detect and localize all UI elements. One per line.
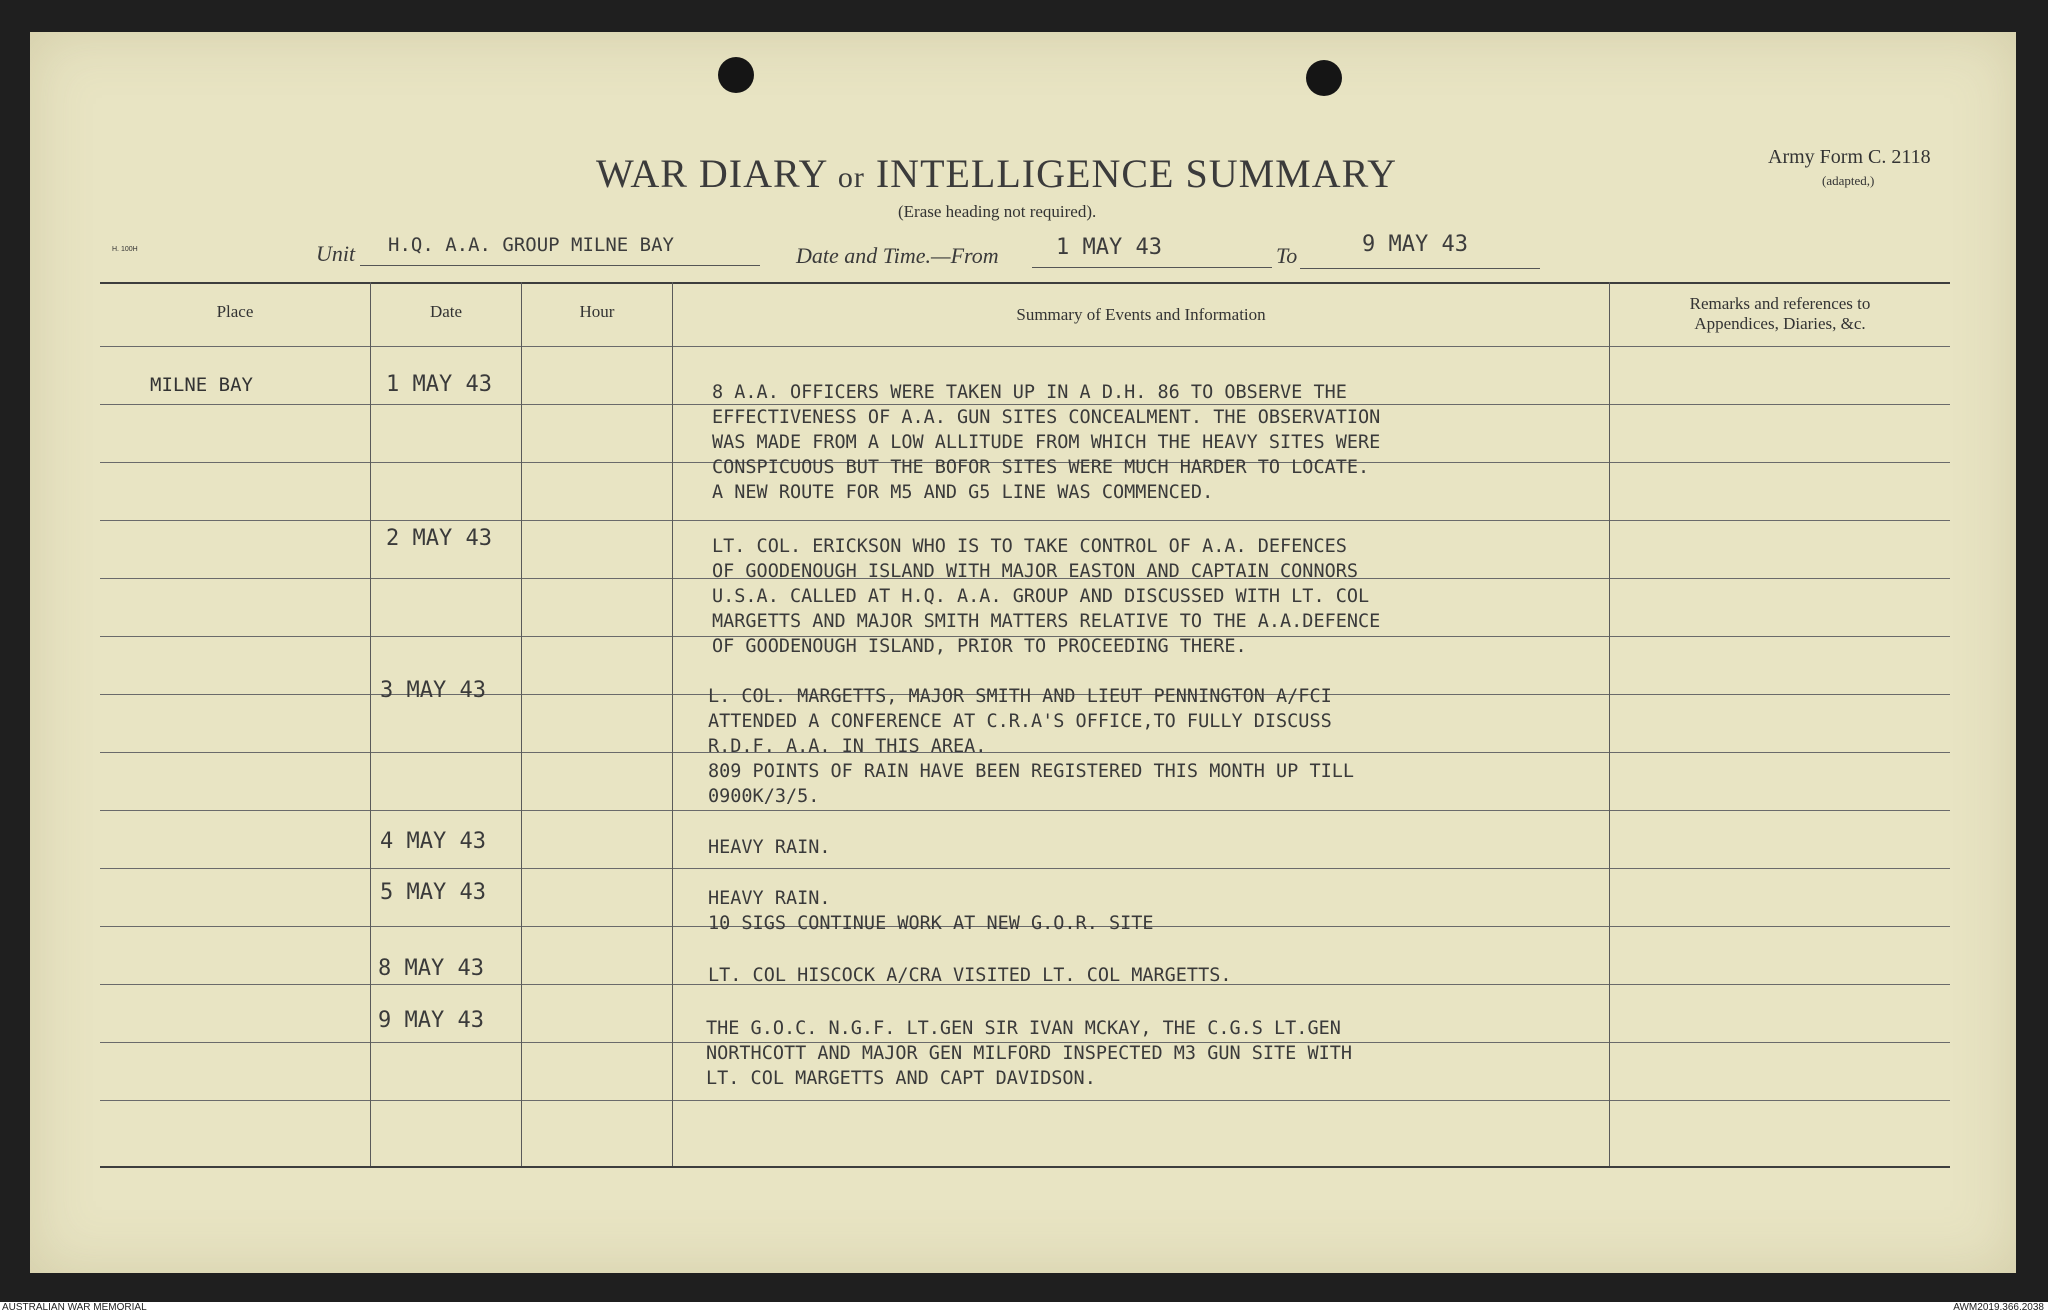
summary-line: OF GOODENOUGH ISLAND, PRIOR TO PROCEEDING THERE. [712,636,1247,657]
row-rule [100,520,1950,521]
entry-date: 3 MAY 43 [380,678,486,703]
col-divider-date [521,282,522,1166]
title-war-diary: WAR DIARY [596,151,827,196]
entry-summary [712,534,1380,659]
summary-line: THE G.O.C. N.G.F. LT.GEN SIR IVAN MCKAY, THE C.G.S LT.GEN [706,1018,1341,1039]
form-title [596,150,1397,197]
entry-date: 1 MAY 43 [386,372,492,397]
summary-line: R.D.F. A.A. IN THIS AREA. [708,736,987,757]
punch-hole-right [1306,60,1342,96]
title-or: or [837,161,865,194]
unit-value: H.Q. A.A. GROUP MILNE BAY [388,234,674,256]
summary-line: LT. COL MARGETTS AND CAPT DAVIDSON. [706,1068,1096,1089]
entry-summary [708,835,831,860]
footer-strip [0,1302,2048,1315]
header-bottom-rule [100,346,1950,347]
footer-accession-number: AWM2019.366.2038 [1953,1302,2044,1313]
entry-summary [708,963,1231,988]
entry-date: 8 MAY 43 [378,956,484,981]
entry-summary [708,684,1354,809]
summary-line: ATTENDED A CONFERENCE AT C.R.A'S OFFICE,TO FULLY DISCUSS [708,711,1332,732]
col-divider-summary [1609,282,1610,1166]
date-to-value: 9 MAY 43 [1362,232,1468,257]
summary-line: 10 SIGS CONTINUE WORK AT NEW G.O.R. SITE [708,913,1154,934]
title-intelligence-summary: INTELLIGENCE SUMMARY [875,151,1397,196]
footer-institution: AUSTRALIAN WAR MEMORIAL [2,1302,147,1313]
col-header-hour: Hour [579,302,615,321]
summary-line: NORTHCOTT AND MAJOR GEN MILFORD INSPECTED M3 GUN SITE WITH [706,1043,1353,1064]
summary-line: LT. COL. ERICKSON WHO IS TO TAKE CONTROL OF A.A. DEFENCES [712,536,1347,557]
summary-line: HEAVY RAIN. [708,888,831,909]
form-code: H. 100H [112,246,138,253]
punch-hole-left [718,57,754,93]
summary-line: HEAVY RAIN. [708,837,831,858]
entry-place: MILNE BAY [150,374,253,396]
entry-summary [706,1016,1352,1091]
summary-line: EFFECTIVENESS OF A.A. GUN SITES CONCEALMENT. THE OBSERVATION [712,407,1381,428]
summary-line: 8 A.A. OFFICERS WERE TAKEN UP IN A D.H. 86 TO OBSERVE THE [712,382,1347,403]
army-form-number: Army Form C. 2118 [1768,146,1931,168]
summary-line: A NEW ROUTE FOR M5 AND G5 LINE WAS COMMENCED. [712,482,1214,503]
table-top-rule [100,282,1950,284]
summary-line: L. COL. MARGETTS, MAJOR SMITH AND LIEUT PENNINGTON A/FCI [708,686,1332,707]
to-label: To [1276,243,1298,268]
col-header-place: Place [216,302,254,321]
entry-date: 2 MAY 43 [386,526,492,551]
table-bottom-rule [100,1166,1950,1168]
col-header-summary: Summary of Events and Information [1016,305,1266,324]
col-header-date: Date [429,302,463,321]
date-time-label: Date and Time.—From [796,243,999,268]
unit-underline [360,265,760,266]
row-rule [100,1100,1950,1101]
summary-line: 0900K/3/5. [708,786,820,807]
summary-line: 809 POINTS OF RAIN HAVE BEEN REGISTERED THIS MONTH UP TILL [708,761,1355,782]
col-divider-hour [672,282,673,1166]
unit-label: Unit [316,241,356,266]
entry-date: 9 MAY 43 [378,1008,484,1033]
remarks-line-1: Remarks and references to [1689,294,1871,313]
col-divider-place [370,282,371,1166]
entry-date: 5 MAY 43 [380,880,486,905]
summary-line: WAS MADE FROM A LOW ALLITUDE FROM WHICH THE HEAVY SITES WERE [712,432,1381,453]
summary-line: LT. COL HISCOCK A/CRA VISITED LT. COL MARGETTS. [708,965,1232,986]
summary-line: OF GOODENOUGH ISLAND WITH MAJOR EASTON AND CAPTAIN CONNORS [712,561,1359,582]
remarks-line-2: Appendices, Diaries, &c. [1694,314,1866,333]
entry-date: 4 MAY 43 [380,829,486,854]
summary-line: MARGETTS AND MAJOR SMITH MATTERS RELATIVE TO THE A.A.DEFENCE [712,611,1381,632]
summary-line: U.S.A. CALLED AT H.Q. A.A. GROUP AND DISCUSSED WITH LT. COL [712,586,1370,607]
entry-summary [712,380,1380,505]
col-header-remarks [1610,294,1950,334]
row-rule [100,868,1950,869]
summary-line: CONSPICUOUS BUT THE BOFOR SITES WERE MUCH HARDER TO LOCATE. [712,457,1370,478]
to-underline [1300,268,1540,269]
army-form-adapted: (adapted,) [1822,173,1875,188]
row-rule [100,810,1950,811]
from-underline [1032,267,1272,268]
date-from-value: 1 MAY 43 [1056,235,1162,260]
form-subtitle: (Erase heading not required). [898,202,1097,221]
entry-summary [708,886,1154,936]
